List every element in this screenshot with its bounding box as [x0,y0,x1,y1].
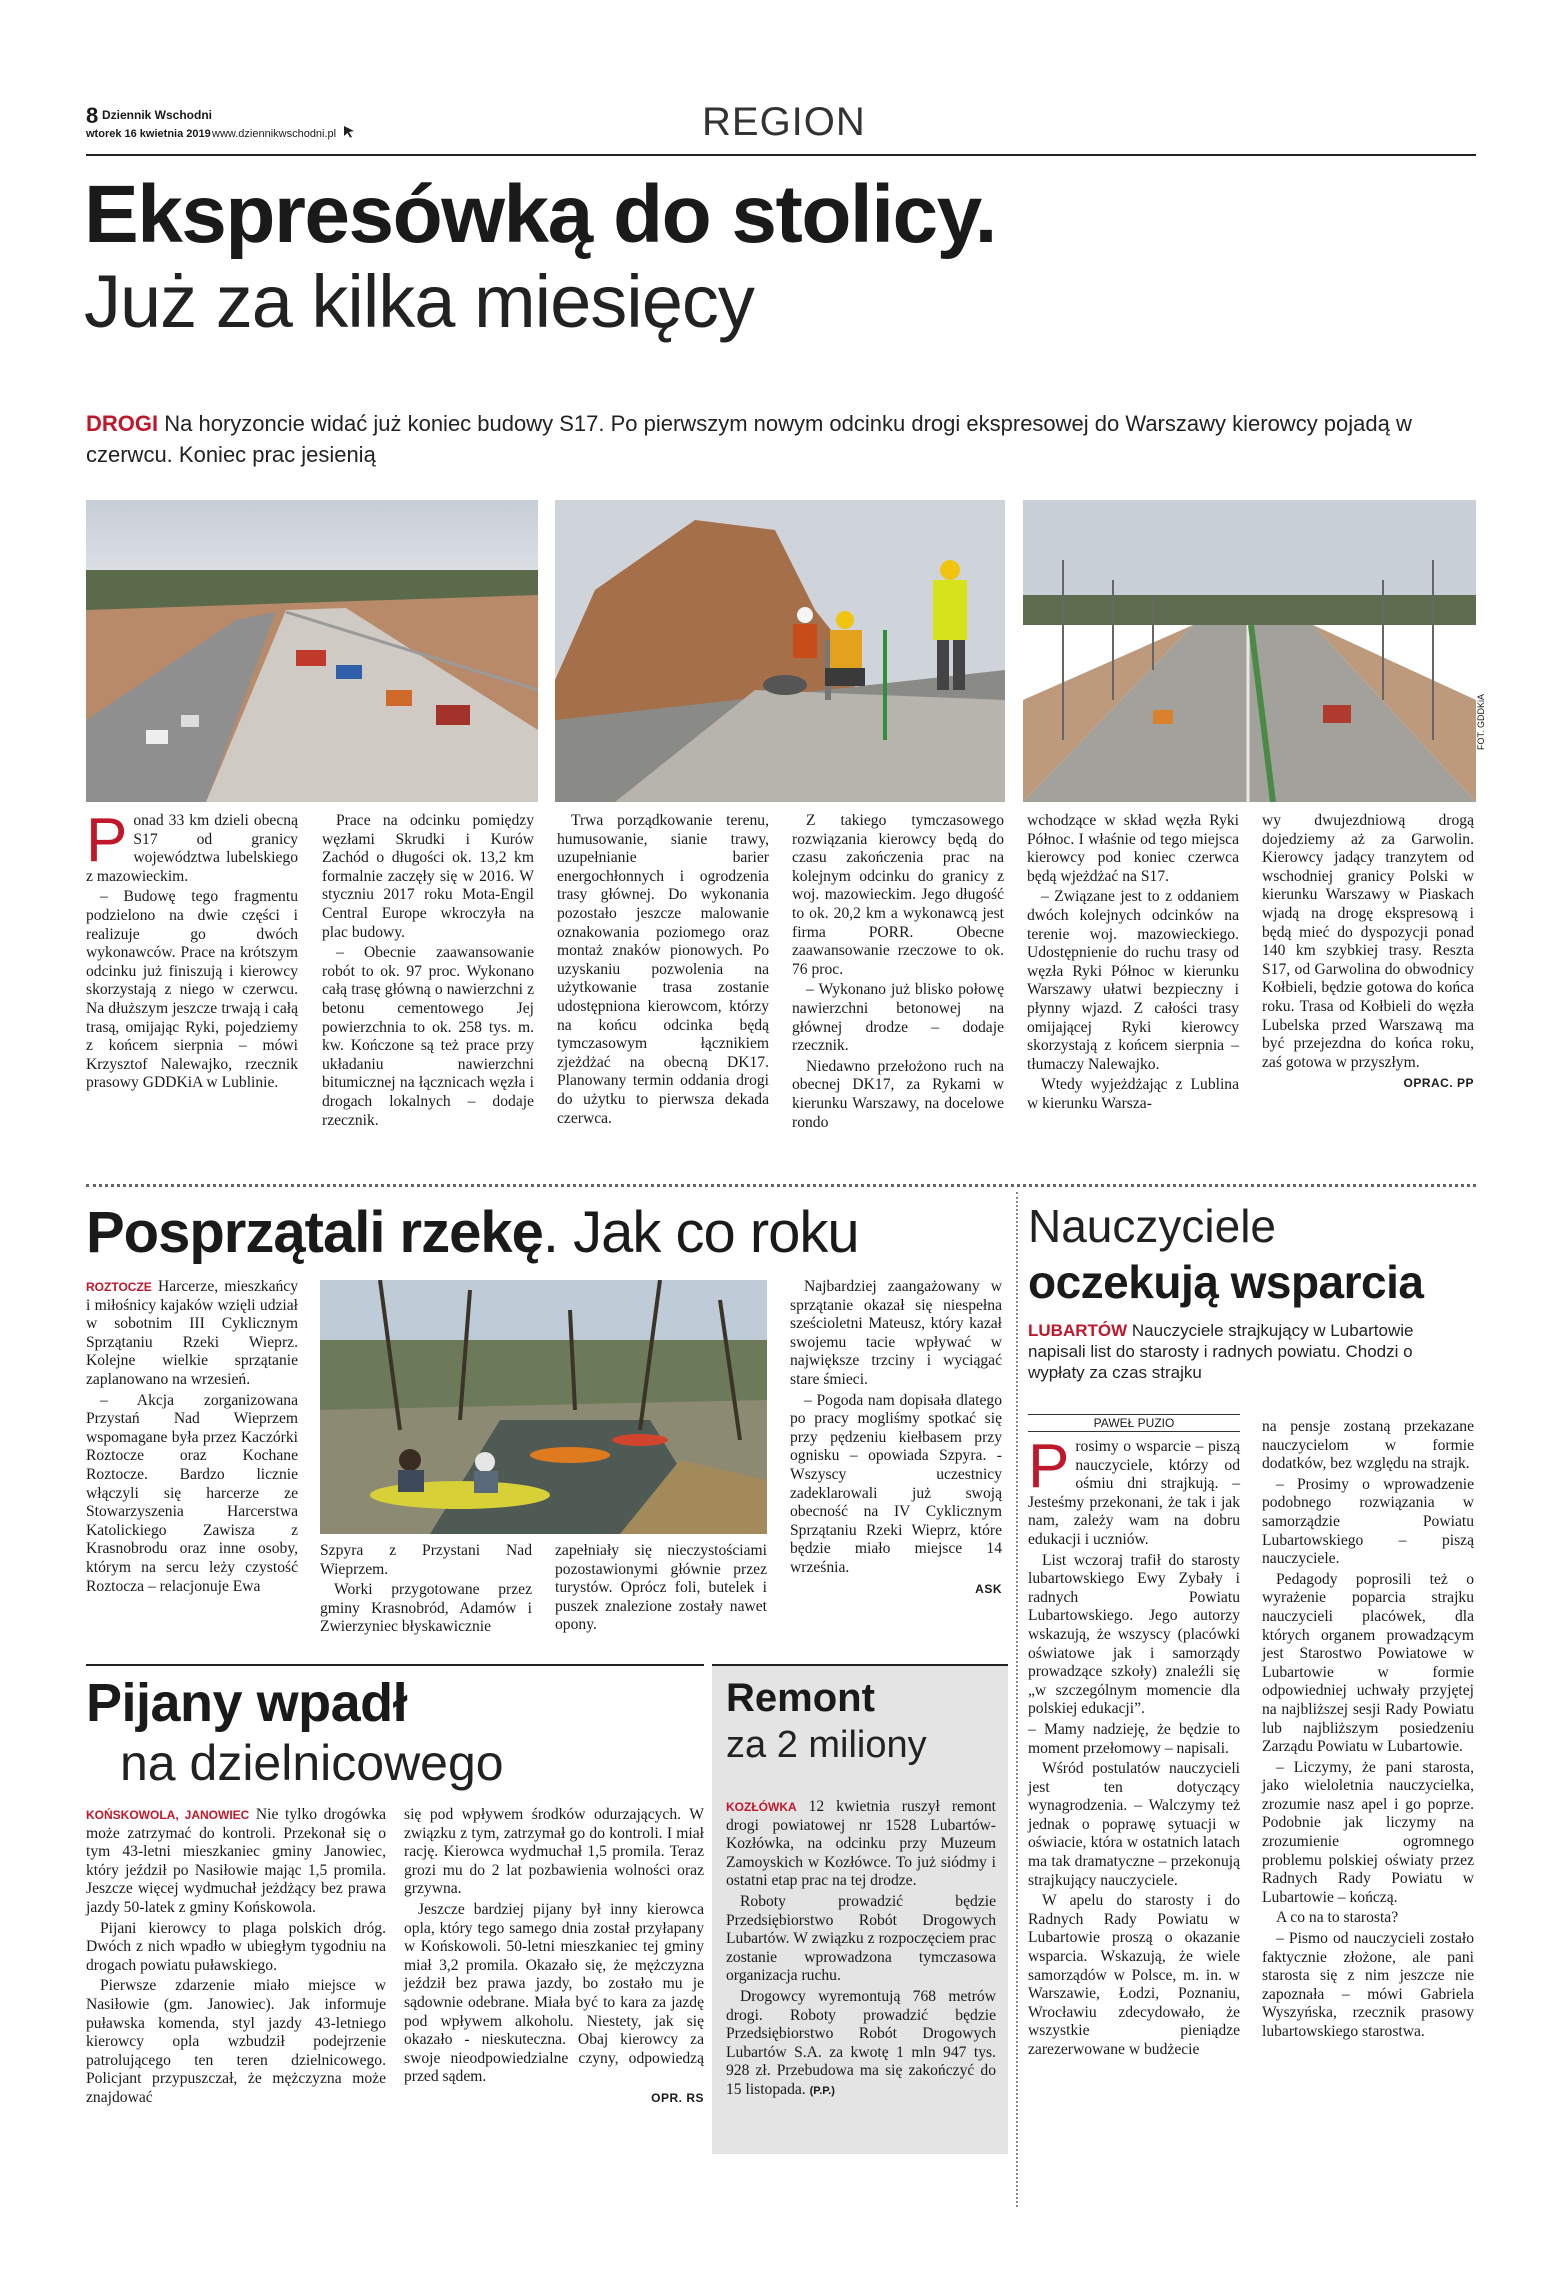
paragraph: Szpyra z Przystani Nad Wieprzem. [320,1542,532,1578]
teachers-headline-line1: Nauczyciele [1028,1200,1276,1252]
repair-box [712,1664,1008,2154]
drunk-headline [86,1672,706,1792]
kayak-river-photo [320,1280,767,1534]
paragraph: – Związane jest to z oddaniem dwóch kolejnych odcinków na terenie woj. mazowieckiego. Udostępnienie do ruchu trasy od węzła Ryki Północ w kierunku Warszawy ułatwi bezpieczny i płynny wjazd. Z całości trasy omijającej Ryki kierowcy skorzystają z końcem sierpnia – tłumaczy Nalewajko. [1027,888,1239,1073]
paragraph: – Pismo od nauczycieli zostało faktycznie złożone, ale pani starosta się z nim jeszcze nie zapoznała – mówi Gabriela Wyszyńska, rzecznik prasowy lubartowskiego starostwa. [1262,1930,1474,2040]
paragraph: – Budowę tego fragmentu podzielono na dwie części i realizuje go dwóch wykonawców. Prace na krótszym odcinku już finiszują i kierowcy skorzystają z niego w czerwcu. Na dłuższym jeszcze trwają i całą trasą, omijając Ryki, pojedziemy z końcem sierpnia – mówi Krzysztof Nalewajko, rzecznik prasowy GDDKiA w Lublinie. [86,888,298,1092]
paragraph: Worki przygotowane przez gminy Krasnobród, Adamów i Zwierzyniec błyskawicznie [320,1581,532,1636]
paragraph: Jeszcze bardziej pijany był inny kierowca opla, który tego samego dnia został przyłapany w Końskowoli. 50-letni mieszkaniec tej gminy miał 3,2 promila. Okazało się, że mężczyzna jeździł bez prawa jazdy, bo zostało mu je sądownie odebrane. Miała być to kara za jazdę pod wpływem alkoholu. Niestety, jak się okazało - nieskuteczna. Obaj kierowcy za swoje nieodpowiedzialne czyny, odpowiedzą przed sądem. [404,1900,704,2086]
teachers-headline-line2: oczekują wsparcia [1028,1256,1424,1308]
main-kicker: DROGI [86,411,159,436]
repair-headline [726,1674,996,1768]
paragraph: List wczoraj trafił do starosty lubartowskiego Ewy Zybały i radnych Powiatu Lubartowskiego. Jego autorzy wskazują, że wszyscy (placówki oświatowe jak i samorządy prowadzące szkoły) znaleźli się „w szczególnym momencie dla polskiej edukacji”. [1028,1551,1240,1718]
drunk-signature: OPR. RS [651,2090,704,2105]
main-column-5 [1027,812,1239,1116]
paragraph: – Pogoda nam dopisała dlatego po pracy mogliśmy spotkać się przy pędzeniu kiełbasem przy ognisku – opowiada Szpyra. - Wszyscy uczestnicy zadeklarowali już swoją obecność na IV Cyklicznym Sprzątaniu Rzeki Wieprz, które będzie miało miejsce 14 września. [790,1391,1002,1576]
website-link[interactable]: www.dziennikwschodni.pl [212,128,337,140]
drunk-column-2 [404,1806,704,2108]
cursor-arrow-icon [342,124,356,138]
column-separator [1016,1192,1018,2207]
page-number: 8 [86,103,99,128]
teachers-column-2 [1262,1418,1474,2044]
paragraph: Najbardziej zaangażowany w sprzątanie okazał się niespełna sześcioletni Mateusz, który kazał swojemu tacie wpływać w największe trzciny i wyciągać stare śmieci. [790,1278,1002,1388]
river-signature: ASK [975,1581,1002,1596]
paragraph: się pod wpływem środków odurzających. W związku z tym, zatrzymał go do kontroli. I miał rację. Kierowca wydmuchał 1,5 promila. Teraz grozi mu do 2 lat pozbawienia wolności oraz grzywna. [404,1806,704,1898]
river-column-2b [555,1542,767,1637]
teachers-lead [1028,1320,1448,1383]
construction-photo-aerial [86,500,538,802]
paragraph: Harcerze, mieszkańcy i miłośnicy kajaków wzięli udział w sobotnim III Cyklicznym Sprzątaniu Rzeki Wieprz. Kolejne wielkie sprzątanie zaplanowano na wrzesień. [86,1278,298,1388]
river-headline-light: . Jak co roku [542,1200,859,1265]
teachers-lead-text: Nauczyciele strajkujący w Lubartowie napisali list do starosty i radnych powiatu. Chodzi o wypłaty za czas strajku [1028,1321,1414,1382]
page-header [86,100,1476,154]
river-headline-bold: Posprzątali rzekę [86,1200,543,1265]
teachers-headline [1028,1198,1478,1310]
paragraph: Trwa porządkowanie terenu, humusowanie, sianie trawy, uzupełnianie barier energochłonnych i ogrodzenia trasy głównej. Do wykonania pozostało jeszcze malowanie oznakowania poziomego oraz montaż znaków pionowych. Po uzyskaniu pozwolenia na użytkowanie trasa zostanie udostępniona kierowcom, którzy na końcu odcinka będą tymczasowym łącznikiem zjeżdżać na obecną DK17. Planowany termin oddania drogi do użytku to pierwsza dekada czerwca. [557,812,769,1127]
repair-headline-line2: za 2 miliony [726,1724,927,1766]
river-column-1 [86,1278,298,1598]
repair-headline-line1: Remont [726,1676,875,1720]
main-column-2 [322,812,534,1132]
river-column-3 [790,1278,1002,1598]
paper-name: Dziennik Wschodni [102,108,213,122]
paragraph: Wtedy wyjeżdżając z Lublina w kierunku Warsza- [1027,1076,1239,1112]
paragraph: rosimy o wsparcie – piszą nauczyciele, którzy od ośmiu dni strajkują. – Jesteśmy przekonani, że tak i jak nam, zależy wam na dobru edukacji i uczniów. [1028,1438,1240,1548]
paragraph: na pensje zostaną przekazane nauczycielom w formie dodatków, bez względu na strajk. [1262,1418,1474,1473]
author-name: PAWEŁ PUZIO [1093,1416,1175,1430]
paragraph: wchodzące w skład węzła Ryki Północ. I właśnie od tego miejsca kierowcy pod koniec czerwca będą wjeżdżać na S17. [1027,812,1239,885]
main-column-3 [557,812,769,1130]
teachers-author [1028,1414,1240,1432]
drunk-headline-line2: na dzielnicowego [120,1735,504,1791]
construction-photo-workers [555,500,1005,802]
paragraph: Pierwsze zdarzenie miało miejsce w Nasiłowie (gm. Janowiec). Jak informuje puławska komenda, styl jazdy 43-letniego kierowcy opla wzbudził podejrzenie patrolującego ten teren dzielnicowego. Policjant przypuszczał, że mężczyzna może znajdować [86,1977,386,2106]
teachers-kicker: LUBARTÓW [1028,1321,1128,1340]
drunk-kicker: KOŃSKOWOLA, JANOWIEC [86,1808,250,1822]
paragraph: 12 kwietnia ruszył remont drogi powiatowej nr 1528 Lubartów-Kozłówka, na odcinku przy Muzeum Zamoyskich w Kozłówce. To już siódmy i ostatni etap prac na tej drodze. [726,1798,997,1890]
paragraph: onad 33 km dzieli obecną S17 od granicy województwa lubelskiego z mazowieckim. [86,812,298,885]
paragraph: – Akcja zorganizowana Przystań Nad Wieprzem wspomagane była przez Kaczórki Roztocze oraz Kochane Roztocze. Bardzo licznie włączyli się harcerze ze Stowarzyszenia Harcerstwa Katolickiego Zawisza z Krasnobrodu oraz inne osoby, którym na sercu leży czystość Roztocza – relacjonuje Ewa [86,1391,298,1595]
river-headline [86,1198,1016,1268]
main-column-6 [1262,812,1474,1093]
section-separator [86,1184,1476,1187]
paragraph: Nie tylko drogówka może zatrzymać do kontroli. Przekonał się o tym 43-letni mieszkaniec gminy Janowiec, który jeździł po Nasiłowie mając 1,5 promila. Jeszcze więcej wydmuchał jeżdżący bez prawa jazdy 50-latek z gminy Końskowola. [86,1806,386,1916]
photo-credit: FOT. GDDKiA [1476,693,1486,750]
paragraph: Prace na odcinku pomiędzy węzłami Skrudki i Kurów Zachód o długości ok. 13,2 km formalnie zaczęły się w 2016. W styczniu 2017 roku Mota-Engil Central Europe wkroczyła na plac budowy. [322,812,534,941]
main-lead [86,408,1476,470]
paragraph: – Wykonano już blisko połowę nawierzchni betonowej na głównej drodze – dodaje rzecznik. [792,981,1004,1055]
paragraph: – Prosimy o wprowadzenie podobnego rozwiązania w samorządzie Powiatu Lubartowskiego – piszą nauczyciele. [1262,1475,1474,1568]
construction-photo-highway [1023,500,1476,802]
river-column-2a [320,1542,532,1639]
main-headline [84,170,1484,344]
paragraph: zapełniały się nieczystościami pozostawionymi głównie przez turystów. Oprócz foli, butelek i puszek znalezione zostały nawet opony. [555,1542,767,1634]
main-dropcap: P [86,806,128,875]
paragraph: – Liczymy, że pani starosta, jako wieloletnia nauczycielka, zrozumie nasz apel i go poprze. Podobnie jak liczymy na zrozumienie ogromnego problemu polskiej oświaty przez Radnych Rady Powiatu w Lubartowie – kończą. [1262,1758,1474,1906]
drunk-headline-line1: Pijany wpadł [86,1673,408,1733]
paragraph: Z takiego tymczasowego rozwiązania kierowcy będą do czasu zakończenia prac na kolejnym odcinku do granicy z woj. mazowieckim. Jego długość to ok. 20,2 km a wykonawcą jest firma PORR. Obecne zaawansowanie rzeczowe to ok. 76 proc. [792,812,1004,978]
teachers-dropcap: P [1028,1432,1070,1501]
paragraph: Drogowcy wyremontują 768 metrów drogi. Roboty prowadzić będzie Przedsiębiorstwo Robót Drogowych Lubartów S.A. za kwotę 1 mln 947 tys. 928 zł. Przebudowa ma się zakończyć do 15 listopada. [726,1987,996,2098]
paragraph: Wśród postulatów nauczycieli jest ten dotyczący wynagrodzenia. – Walczymy też jednak o poprawę sytuacji w oświacie, która w ostatnich latach ma tak dramatyczne – przekonują strajkujący nauczyciele. [1028,1760,1240,1889]
paragraph: Pijani kierowcy to plaga polskich dróg. Dwóch z nich wpadło w ubiegłym tygodniu na drogach powiatu puławskiego. [86,1919,386,1974]
section-title: REGION [702,100,866,144]
paragraph: Niedawno przełożono ruch na obecnej DK17, za Rykami w kierunku Warszawy, na docelowe rondo [792,1057,1004,1131]
main-lead-text: Na horyzoncie widać już koniec budowy S17. Po pierwszym nowym odcinku drogi ekspresowej do Warszawy kierowcy pojadą w czerwcu. Koniec prac jesienią [86,411,1412,467]
main-column-4 [792,812,1004,1134]
paragraph: Pedagody poprosili też o wyrażenie poparcia strajku nauczycieli placówek, dla których organem prowadzącym jest Starostwo Powiatowe w Lubartowie w formie odpowiedniej uchwały przyjętej na najbliższej sesji Rady Powiatu lub najbliższym posiedzeniu Zarządu Powiatu w Lubartowie. [1262,1570,1474,1756]
river-kicker: ROZTOCZE [86,1280,152,1294]
paragraph: – Obecnie zaawansowanie robót to ok. 97 proc. Wykonano całą trasę główną o nawierzchni z betonu cementowego Jej powierzchnia to ok. 258 tys. m. kw. Kończone są też prace przy układaniu nawierzchni bitumicznej na łącznicach węzła i drogach lokalnych – dodaje rzecznik. [322,944,534,1129]
repair-kicker: KOZŁÓWKA [726,1800,797,1814]
drunk-divider [86,1664,704,1666]
paragraph: Roboty prowadzić będzie Przedsiębiorstwo Robót Drogowych Lubartów. W związku z rozpoczęciem prac zostanie wprowadzona tymczasowa organizacja ruchu. [726,1892,996,1985]
paragraph: W apelu do starosty i do Radnych Rady Powiatu w Lubartowie proszą o okazanie wsparcia. Wskazują, że wiele samorządów w Polsce, m. in. w Warszawie, Łodzi, Poznaniu, Wrocławiu zdecydowało, że wszystkie pieniądze zarezerwowane w budżecie [1028,1892,1240,2058]
paragraph: A co na to starosta? [1276,1909,1399,1927]
repair-text [726,1798,996,2103]
main-headline-line1: Ekspresówką do stolicy. [84,169,996,260]
header-divider [86,154,1476,156]
drunk-column-1 [86,1806,386,2110]
paragraph: – Mamy nadzieję, że będzie to moment przełomowy – napisali. [1028,1720,1240,1757]
main-headline-line2: Już za kilka miesięcy [84,260,754,343]
repair-signature: (P.P.) [809,2084,835,2097]
main-column-1 [86,806,298,1095]
teachers-column-1 [1028,1432,1240,2062]
paragraph: wy dwujezdniową drogą dojedziemy aż za Garwolin. Kierowcy jadący tranzytem od wschodniej granicy Polski w kierunku Warszawy w Piaskach wjadą na drogę ekspresową i będą mieć do dyspozycji ponad 140 km szybkiej trasy. Reszta S17, od Garwolina do obwodnicy Kołbieli, będzie gotowa do końca roku. Trasa od Kołbieli do węzła Lubelska przed Warszawą ma być przejezdna do końca roku, zaś gotowa w przyszłym. [1262,812,1474,1071]
issue-date: wtorek 16 kwietnia 2019 [86,128,211,140]
main-signature: OPRAC. PP [1403,1076,1474,1091]
